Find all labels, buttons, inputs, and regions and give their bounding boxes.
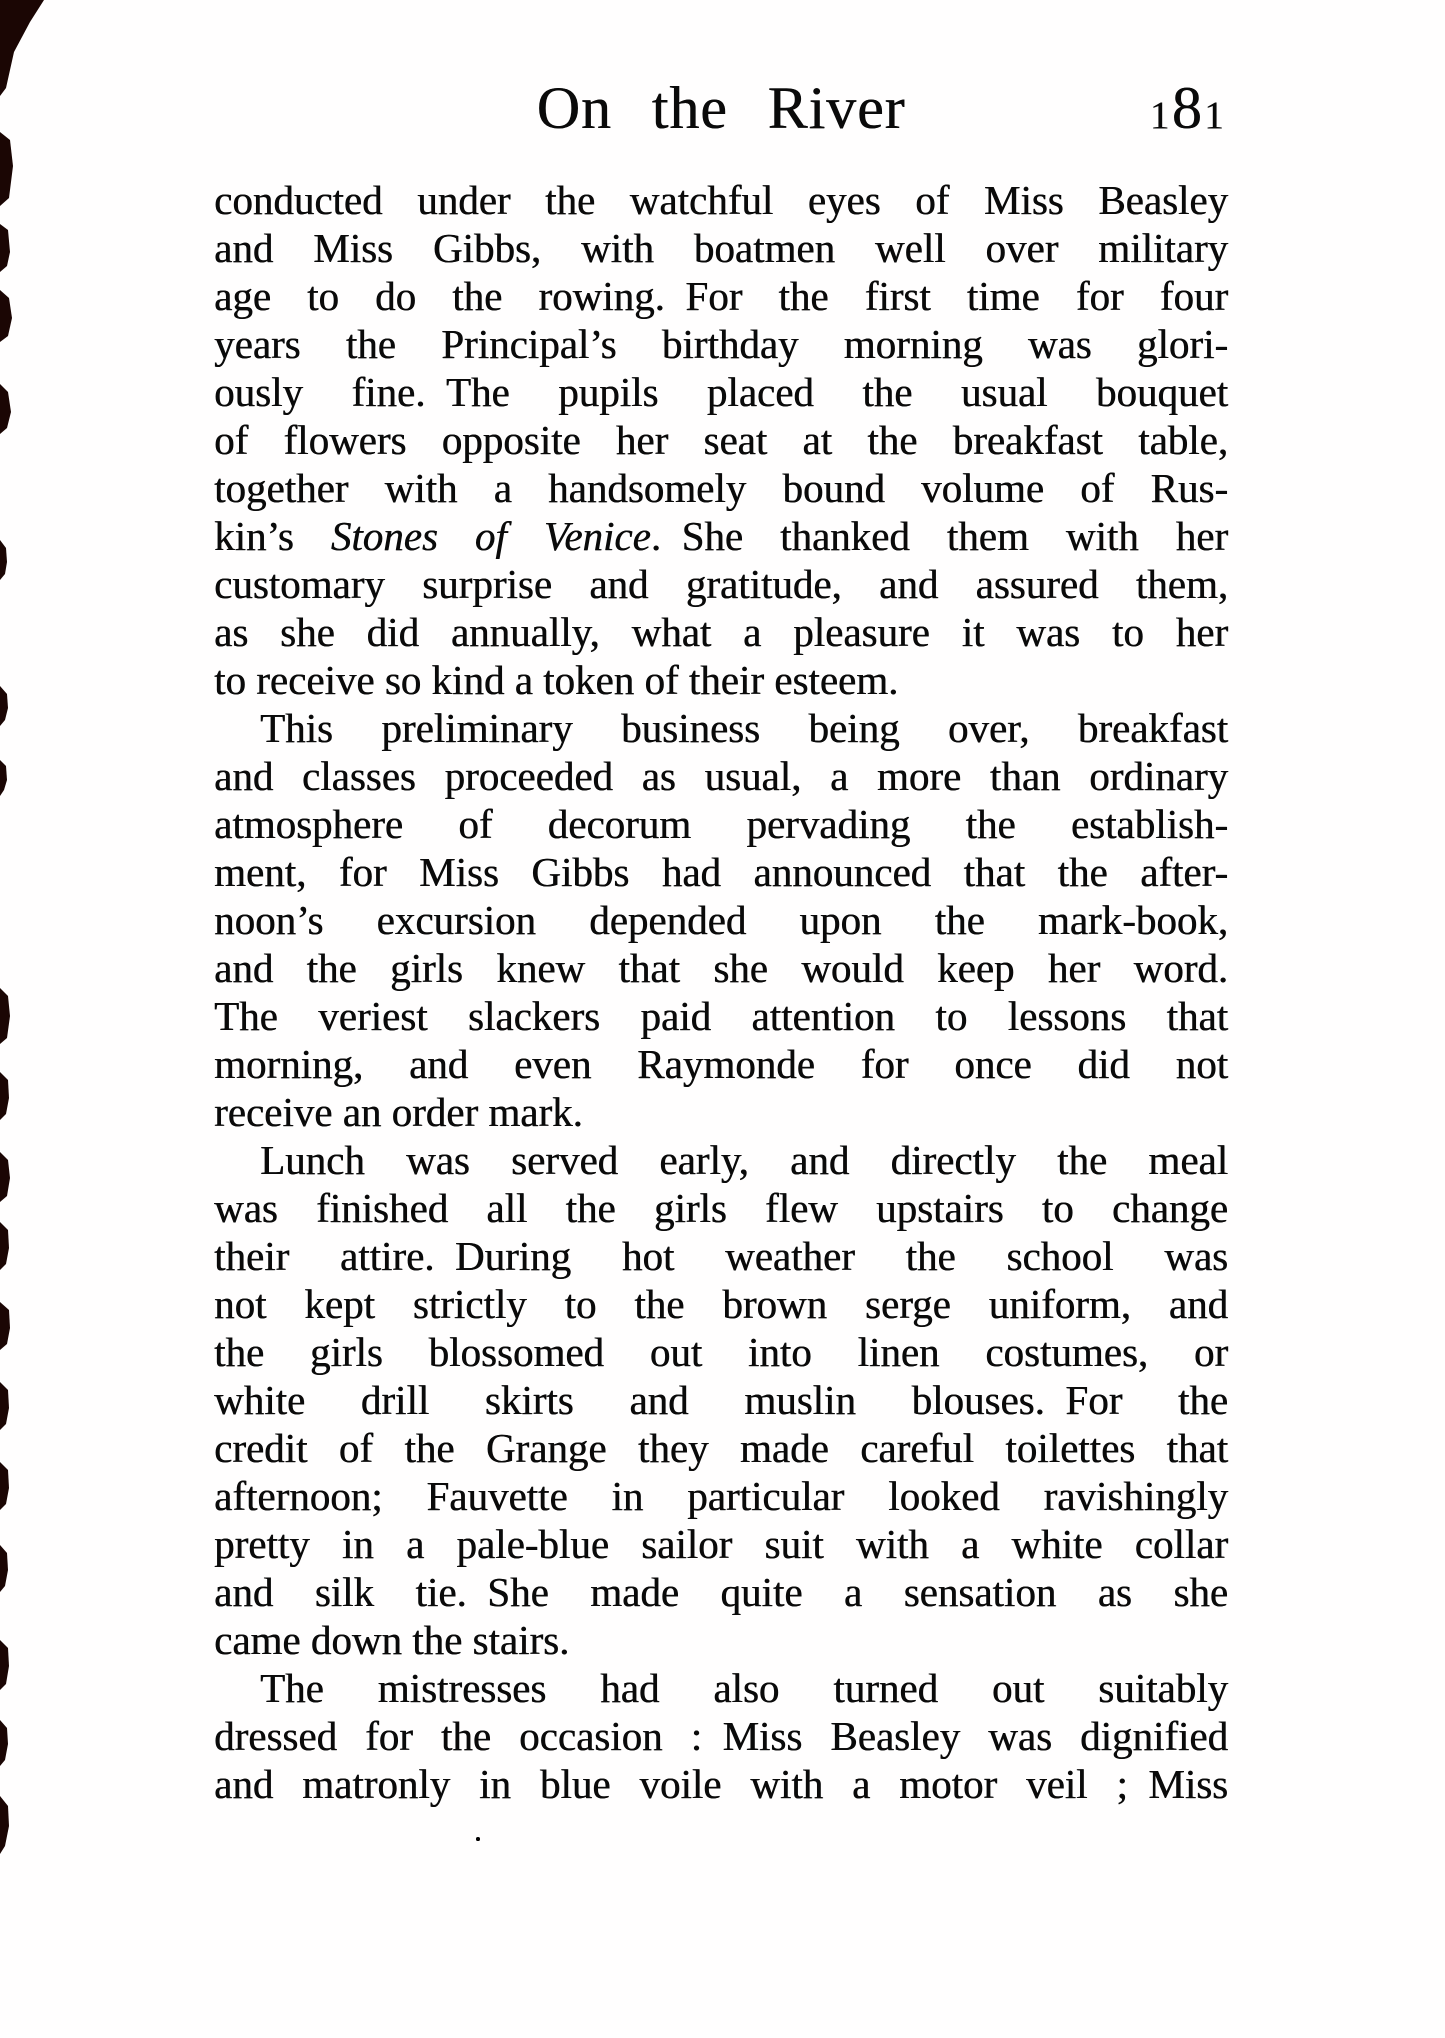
ink-speck <box>476 1837 480 1841</box>
text-segment: ously fine. The pupils placed the usual bouquet <box>214 369 1228 415</box>
folio-digit: 8 <box>1171 75 1205 141</box>
text-segment: noon’s excursion depended upon the mark-book, <box>214 897 1228 943</box>
text-line <box>214 992 1228 1040</box>
text-segment: and matronly in blue voile with a motor veil ; Miss <box>214 1761 1228 1807</box>
text-segment: together with a handsomely bound volume of Rus- <box>214 465 1228 511</box>
text-segment: kin’s <box>214 513 331 559</box>
text-segment: atmosphere of decorum pervading the establish- <box>214 801 1228 847</box>
text-line <box>214 848 1228 896</box>
text-line <box>214 416 1228 464</box>
text-line <box>214 752 1228 800</box>
text-segment: The mistresses had also turned out suitably <box>260 1665 1228 1711</box>
text-line <box>214 1088 1228 1136</box>
book-title-italic: Stones of Venice <box>330 513 651 559</box>
text-segment: . She thanked them with her <box>650 513 1228 559</box>
text-line <box>214 1760 1228 1808</box>
text-line <box>214 1568 1228 1616</box>
text-segment: the girls blossomed out into linen costumes, or <box>214 1329 1228 1375</box>
running-header <box>214 76 1228 142</box>
folio-digit: 1 <box>1149 94 1172 137</box>
text-line <box>214 608 1228 656</box>
text-segment: as she did annually, what a pleasure it was to her <box>214 609 1228 655</box>
text-segment: white drill skirts and muslin blouses. For the <box>214 1377 1228 1423</box>
text-segment: dressed for the occasion : Miss Beasley was dignified <box>214 1713 1228 1759</box>
text-line <box>214 800 1228 848</box>
scan-edge-artifacts <box>0 0 60 2038</box>
text-segment: This preliminary business being over, breakfast <box>260 705 1228 751</box>
text-line <box>214 1712 1228 1760</box>
text-segment: The veriest slackers paid attention to lessons that <box>214 993 1228 1039</box>
text-segment: morning, and even Raymonde for once did not <box>214 1041 1228 1087</box>
text-line <box>214 1424 1228 1472</box>
text-line <box>214 176 1228 224</box>
text-line <box>214 1664 1228 1712</box>
text-segment: ment, for Miss Gibbs had announced that the after- <box>214 849 1228 895</box>
text-segment: pretty in a pale-blue sailor suit with a white collar <box>214 1521 1228 1567</box>
text-segment: came down the stairs. <box>214 1617 570 1663</box>
text-segment: and the girls knew that she would keep her word. <box>214 945 1228 991</box>
text-line <box>214 704 1228 752</box>
text-line <box>214 224 1228 272</box>
text-segment: not kept strictly to the brown serge uniform, and <box>214 1281 1228 1327</box>
text-segment: years the Principal’s birthday morning was glori- <box>214 321 1228 367</box>
text-line <box>214 896 1228 944</box>
text-segment: to receive so kind a token of their esteem. <box>214 657 899 703</box>
text-line <box>214 1184 1228 1232</box>
text-line <box>214 272 1228 320</box>
text-line <box>214 1520 1228 1568</box>
text-line <box>214 1472 1228 1520</box>
text-line <box>214 320 1228 368</box>
text-line <box>214 464 1228 512</box>
page-number <box>1150 76 1226 148</box>
text-line <box>214 944 1228 992</box>
text-segment: and Miss Gibbs, with boatmen well over military <box>214 225 1228 271</box>
text-line <box>214 512 1228 560</box>
page-title: On the River <box>536 75 906 141</box>
text-segment: Lunch was served early, and directly the meal <box>260 1137 1228 1183</box>
text-segment: afternoon; Fauvette in particular looked ravishingly <box>214 1473 1228 1519</box>
text-segment: receive an order mark. <box>214 1089 583 1135</box>
text-line <box>214 1040 1228 1088</box>
text-segment: age to do the rowing. For the first time for four <box>214 273 1228 319</box>
text-line <box>214 656 1228 704</box>
text-segment: was finished all the girls flew upstairs to change <box>214 1185 1228 1231</box>
text-segment: of flowers opposite her seat at the breakfast table, <box>214 417 1228 463</box>
text-line <box>214 1232 1228 1280</box>
text-line <box>214 560 1228 608</box>
folio-digit: 1 <box>1204 94 1226 137</box>
text-line <box>214 1616 1228 1664</box>
text-line <box>214 1328 1228 1376</box>
text-line <box>214 1376 1228 1424</box>
text-segment: and classes proceeded as usual, a more than ordinary <box>214 753 1228 799</box>
text-line <box>214 1136 1228 1184</box>
text-line <box>214 1280 1228 1328</box>
text-segment: and silk tie. She made quite a sensation as she <box>214 1569 1228 1615</box>
text-segment: customary surprise and gratitude, and assured them, <box>214 561 1228 607</box>
text-column <box>214 176 1228 1808</box>
text-line <box>214 368 1228 416</box>
text-segment: credit of the Grange they made careful toilettes that <box>214 1425 1228 1471</box>
text-segment: conducted under the watchful eyes of Miss Beasley <box>214 177 1228 223</box>
text-segment: their attire. During hot weather the school was <box>214 1233 1228 1279</box>
